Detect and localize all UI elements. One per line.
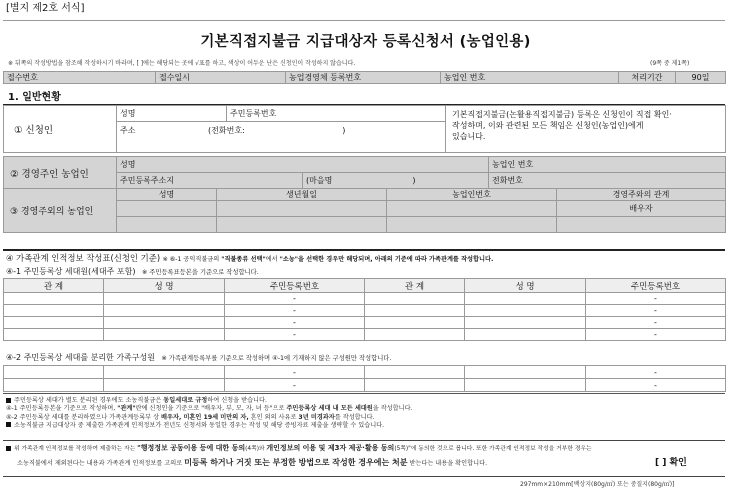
- spouse-table: [3, 188, 726, 233]
- consent-line-2: 소농직불에서 제외된다는 내용과 가족관계 인적정보를 고의로 미등록 하거나 거짓 또는 부정한 방법으로 작성한 경우에는 처분 받는다는 내용을 확인합니다.: [17, 458, 488, 467]
- section4-rule: [3, 249, 725, 251]
- table-row: - -: [4, 305, 726, 317]
- col-relation-1: 관 계: [4, 279, 104, 293]
- family-info-heading: [6, 254, 493, 263]
- owner-farmer-table: [3, 156, 726, 189]
- notes-block: [6, 397, 413, 430]
- applicant-name-label: 성명: [117, 106, 227, 122]
- consent-line-1: 위 가족관계 인적정보를 작성하여 제출하는 자는 "행정정보 공동이용 등에 대한 동의(4쪽)와 개인정보의 이용 및 제3자 제공·활용 동의(5쪽)"에 동의한 것으로 봅니다. 또한 가족관계 인적정보 작성을 거부한 경우는: [6, 444, 592, 453]
- farmer-number-label: 농업인 번호: [441, 72, 619, 84]
- consent-box: [3, 440, 725, 477]
- note-4: 소농직불금 지급대상자 중 제출한 가족관계 인적정보가 전년도 신청서와 동일한 경우는 작성 및 해당 증빙자료 제출을 생략할 수 있습니다.: [6, 422, 413, 430]
- col-relation-2: 관 계: [365, 279, 465, 293]
- owner-farmer-number-label: 농업인 번호: [489, 157, 726, 173]
- owner-name-label: 성명: [117, 157, 489, 173]
- table-row: - -: [4, 293, 726, 305]
- col-rrn-1: 주민등록번호: [225, 279, 365, 293]
- note-3: ④-2 주민등록상 세대를 분리하였으나 가족관계등록부 상 배우자, 미혼인 19세 미만의 자, 혼인 외의 사유로 3년 미경과자를 작성합니다.: [6, 413, 375, 421]
- notes-rule: [3, 393, 725, 394]
- col-name-1: 성 명: [104, 279, 225, 293]
- col-rrn-2: 주민등록번호: [586, 279, 726, 293]
- table-row: - -: [4, 329, 726, 341]
- form-number-tag: [별지 제2호 서식]: [6, 3, 85, 14]
- processing-period-label: 처리기간: [619, 72, 676, 84]
- owner-phone-label: 전화번호: [489, 173, 726, 189]
- spouse-header-relation: 경영주와의 관계: [557, 189, 726, 201]
- separated-family-table: [3, 365, 726, 392]
- applicant-address-cell[interactable]: [117, 122, 446, 153]
- spouse-header-name: 성명: [117, 189, 217, 201]
- household-members-table: [3, 278, 726, 341]
- paper-spec-footer: 297mm×210mm[백상지(80g/㎡) 또는 중질지(80g/㎡)]: [520, 481, 675, 488]
- top-divider: [3, 20, 725, 21]
- family-info-note: ※ ⑥-1 공익직불금의 "직불종류 선택"에서 "소농"을 선택한 경우만 해당되며, 아래의 기준에 따라 가족관계를 작성합니다.: [162, 256, 494, 263]
- col-name-2: 성 명: [465, 279, 586, 293]
- receipt-number-label: 접수번호: [4, 72, 156, 84]
- household-members-subtitle: ④-1 주민등록상 세대원(세대주 포함) ※ 주민등록표등본을 기준으로 작성합니다.: [6, 267, 259, 276]
- owner-village-cell: (마을명 ): [303, 173, 489, 189]
- note-1: 주민등록상 세대가 별도 분리된 경우에도 소농직불금은 동일세대로 규정하여 신청을 받습니다.: [6, 397, 413, 405]
- spouse-header-farmer-no: 농업인번호: [387, 189, 557, 201]
- spouse-header-birthdate: 생년월일: [217, 189, 387, 201]
- table-row: - -: [4, 317, 726, 329]
- owner-address-label: 주민등록주소지: [117, 173, 303, 189]
- section-general-status: 1. 일반현황: [8, 92, 61, 103]
- applicant-rrn-label: 주민등록번호: [227, 106, 446, 122]
- page-count: (9쪽 중 제1쪽): [650, 60, 690, 67]
- instruction-text: ※ 뒤쪽의 작성방법을 참조해 작성하시기 바라며, [ ]에는 해당되는 곳에 √표를 하고, 색상이 어두운 난은 신청인이 작성하지 않습니다.: [8, 60, 356, 67]
- applicant-label: ① 신청인: [4, 106, 117, 153]
- spouse-label: ③ 경영주외의 농업인: [4, 189, 117, 233]
- owner-farmer-label: ② 경영주인 농업인: [4, 157, 117, 189]
- applicant-statement: 기본직접지불금(논활용직접지불금) 등록은 신청인이 직접 확인· 작성하며, 이와 관련된 모든 책임은 신청인(농업인)에게 있습니다.: [446, 106, 726, 153]
- family-info-title: ④ 가족관계 인적정보 작성표(신청인 기준): [6, 253, 161, 263]
- receipt-bar: [3, 71, 726, 84]
- table-row: - -: [4, 366, 726, 379]
- processing-period-value: 90일: [676, 72, 726, 84]
- spouse-relation-value: 배우자: [557, 201, 726, 217]
- confirm-checkbox[interactable]: [ ] 확인: [655, 458, 687, 468]
- page-title: 기본직접지불금 지급대상자 등록신청서 (농업인용): [200, 34, 531, 50]
- applicant-table: [3, 105, 726, 153]
- applicant-phone-label: (전화번호:: [208, 126, 245, 135]
- table-row: - -: [4, 379, 726, 392]
- applicant-address-label: 주소: [120, 126, 136, 135]
- note-2: ④-1 주민등록등본을 기준으로 작성하며, "관계"란에 신청인을 기준으로 "배우자, 부, 모, 자, 녀 등"으로 주민등록상 세대 내 모든 세대원을 작성합니다.: [6, 405, 413, 413]
- receipt-date-label: 접수일시: [156, 72, 286, 84]
- applicant-phone-close: ): [342, 126, 346, 135]
- farm-registration-label: 농업경영체 등록번호: [286, 72, 441, 84]
- separated-family-subtitle: ④-2 주민등록상 세대를 분리한 가족구성원 ※ 가족관계등록부를 기준으로 작성하며 ④-1에 기재하지 않은 구성원만 작성합니다.: [6, 353, 392, 362]
